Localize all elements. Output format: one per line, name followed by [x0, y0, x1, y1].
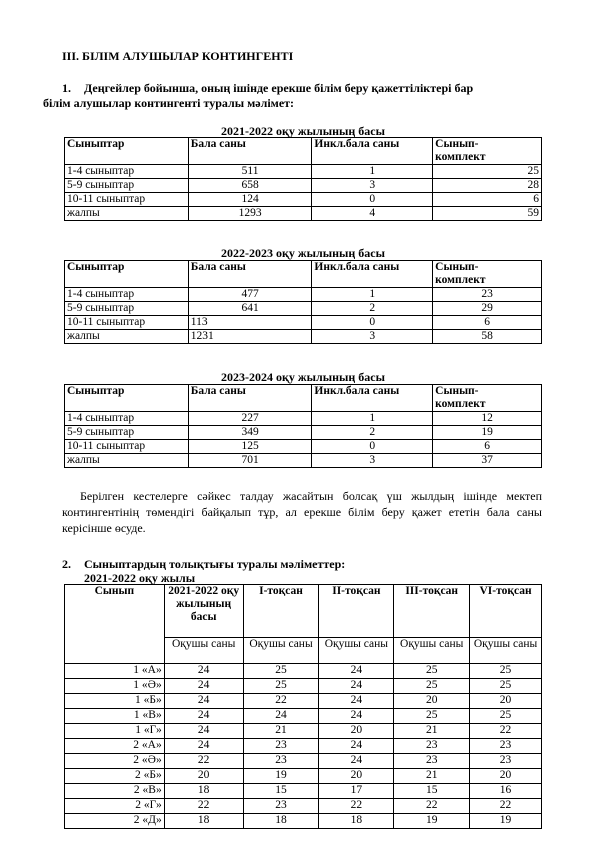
cell-sets: 37 — [433, 454, 542, 468]
item1-line1: Деңгейлер бойынша, оның ішінде ерекше білім беру қажеттіліктері бар — [84, 81, 474, 95]
cell-count: 25 — [470, 664, 542, 679]
table-row — [65, 330, 542, 344]
table-header-row — [65, 385, 542, 412]
cell-count: 20 — [319, 769, 394, 784]
cell-count: 23 — [243, 799, 319, 814]
table-row — [65, 288, 542, 302]
contingent-table-2022 — [64, 260, 542, 344]
header-q3: III-тоқсан — [394, 585, 470, 638]
cell-count: 22 — [470, 799, 542, 814]
cell-count: 24 — [319, 709, 394, 724]
table-row — [65, 179, 542, 193]
cell-class: 2 «Б» — [65, 769, 165, 784]
cell-count: 16 — [470, 784, 542, 799]
table2-caption: 2022-2023 оқу жылының басы — [221, 246, 385, 260]
cell-count: 18 — [164, 784, 243, 799]
cell-count: 25 — [394, 664, 470, 679]
table-row — [65, 679, 542, 694]
cell-incl: 0 — [312, 193, 433, 207]
cell-count: 21 — [394, 724, 470, 739]
header-classes: Сыныптар — [65, 138, 189, 165]
cell-count: 477 — [188, 288, 312, 302]
header-inclusive-count: Инкл.бала саны — [312, 385, 433, 412]
table-subheader-row — [65, 637, 542, 664]
cell-incl: 2 — [312, 302, 433, 316]
header-class-sets: Сынып- комплект — [433, 261, 542, 288]
cell-count: 19 — [394, 814, 470, 829]
header-q1: I-тоқсан — [243, 585, 319, 638]
header-q4: VI-тоқсан — [470, 585, 542, 638]
table-row — [65, 724, 542, 739]
item2-number: 2. — [62, 557, 71, 571]
subheader-students: Оқушы саны — [470, 637, 542, 664]
item2-subtitle: 2021-2022 оқу жылы — [84, 571, 196, 585]
cell-count: 23 — [243, 739, 319, 754]
cell-count: 24 — [319, 739, 394, 754]
cell-count: 24 — [164, 694, 243, 709]
subheader-students: Оқушы саны — [164, 637, 243, 664]
cell-count: 24 — [243, 709, 319, 724]
cell-count: 18 — [319, 814, 394, 829]
item2-title: Сыныптардың толықтығы туралы мәліметтер: — [84, 557, 346, 571]
table3-caption: 2023-2024 оқу жылының басы — [221, 370, 385, 384]
cell-class: 2 «Г» — [65, 799, 165, 814]
header-children-count: Бала саны — [188, 385, 312, 412]
cell-class: 1 «Б» — [65, 694, 165, 709]
table-row — [65, 664, 542, 679]
cell-class: 2 «Ә» — [65, 754, 165, 769]
cell-class: 2 «В» — [65, 784, 165, 799]
cell-class: 1 «В» — [65, 709, 165, 724]
header-year-start: 2021-2022 оқу жылының басы — [164, 585, 243, 638]
cell-count: 24 — [319, 679, 394, 694]
cell-count: 18 — [243, 814, 319, 829]
cell-count: 24 — [164, 739, 243, 754]
header-children-count: Бала саны — [188, 138, 312, 165]
cell-count: 25 — [243, 664, 319, 679]
cell-count: 349 — [188, 426, 312, 440]
table-row — [65, 799, 542, 814]
cell-class: 1 «А» — [65, 664, 165, 679]
table-row — [65, 412, 542, 426]
cell-count: 23 — [470, 754, 542, 769]
cell-count: 24 — [319, 754, 394, 769]
cell-count: 24 — [164, 679, 243, 694]
table-row — [65, 814, 542, 829]
cell-incl: 3 — [312, 179, 433, 193]
table1-caption: 2021-2022 оқу жылының басы — [221, 124, 385, 138]
cell-count: 20 — [164, 769, 243, 784]
cell-class: 1 «Ә» — [65, 679, 165, 694]
cell-count: 23 — [394, 739, 470, 754]
cell-incl: 4 — [312, 207, 433, 221]
table-header-row — [65, 585, 542, 638]
cell-count: 19 — [243, 769, 319, 784]
table-row — [65, 709, 542, 724]
header-class-sets: Сынып- комплект — [433, 385, 542, 412]
table-row — [65, 426, 542, 440]
table-row — [65, 207, 542, 221]
cell-class: 5-9 сыныптар — [65, 426, 189, 440]
cell-count: 20 — [470, 694, 542, 709]
cell-class: 1-4 сыныптар — [65, 412, 189, 426]
cell-sets: 59 — [433, 207, 542, 221]
cell-count: 24 — [319, 694, 394, 709]
cell-count: 23 — [394, 754, 470, 769]
header-class-sets: Сынып- комплект — [433, 138, 542, 165]
table-row — [65, 193, 542, 207]
table-row — [65, 440, 542, 454]
cell-sets: 29 — [433, 302, 542, 316]
header-classes: Сыныптар — [65, 385, 189, 412]
cell-count: 125 — [188, 440, 312, 454]
header-classes: Сыныптар — [65, 261, 189, 288]
table-header-row — [65, 138, 542, 165]
cell-count: 20 — [319, 724, 394, 739]
cell-count: 25 — [394, 679, 470, 694]
cell-class: 2 «А» — [65, 739, 165, 754]
cell-count: 701 — [188, 454, 312, 468]
cell-class: 1-4 сыныптар — [65, 165, 189, 179]
cell-count: 24 — [164, 709, 243, 724]
contingent-table-2021 — [64, 137, 542, 221]
cell-count: 641 — [188, 302, 312, 316]
table-row — [65, 784, 542, 799]
cell-count: 124 — [188, 193, 312, 207]
cell-sets: 25 — [433, 165, 542, 179]
table-row — [65, 694, 542, 709]
cell-count: 21 — [394, 769, 470, 784]
table-row — [65, 769, 542, 784]
header-inclusive-count: Инкл.бала саны — [312, 138, 433, 165]
cell-count: 22 — [243, 694, 319, 709]
cell-class: жалпы — [65, 454, 189, 468]
cell-count: 20 — [394, 694, 470, 709]
cell-count: 1293 — [188, 207, 312, 221]
cell-count: 22 — [164, 799, 243, 814]
cell-sets: 28 — [433, 179, 542, 193]
subheader-students: Оқушы саны — [243, 637, 319, 664]
cell-count: 23 — [243, 754, 319, 769]
cell-count: 22 — [394, 799, 470, 814]
cell-count: 227 — [188, 412, 312, 426]
cell-class: 10-11 сыныптар — [65, 316, 189, 330]
item1-number: 1. — [62, 81, 71, 95]
cell-class: 2 «Д» — [65, 814, 165, 829]
table-row — [65, 739, 542, 754]
cell-count: 15 — [243, 784, 319, 799]
cell-incl: 0 — [312, 440, 433, 454]
cell-count: 20 — [470, 769, 542, 784]
cell-count: 24 — [319, 664, 394, 679]
cell-class: 10-11 сыныптар — [65, 440, 189, 454]
header-q2: II-тоқсан — [319, 585, 394, 638]
cell-count: 25 — [243, 679, 319, 694]
cell-count: 658 — [188, 179, 312, 193]
cell-sets: 6 — [433, 193, 542, 207]
cell-count: 21 — [243, 724, 319, 739]
cell-count: 22 — [470, 724, 542, 739]
cell-sets: 6 — [433, 440, 542, 454]
cell-count: 15 — [394, 784, 470, 799]
table-row — [65, 302, 542, 316]
header-inclusive-count: Инкл.бала саны — [312, 261, 433, 288]
header-class-blank — [65, 637, 165, 664]
cell-incl: 1 — [312, 288, 433, 302]
header-children-count: Бала саны — [188, 261, 312, 288]
table-row — [65, 754, 542, 769]
cell-incl: 0 — [312, 316, 433, 330]
cell-count: 25 — [470, 679, 542, 694]
cell-count: 22 — [164, 754, 243, 769]
table-row — [65, 454, 542, 468]
subheader-students: Оқушы саны — [319, 637, 394, 664]
cell-count: 24 — [164, 664, 243, 679]
cell-sets: 19 — [433, 426, 542, 440]
cell-sets: 6 — [433, 316, 542, 330]
cell-count: 25 — [470, 709, 542, 724]
cell-class: 10-11 сыныптар — [65, 193, 189, 207]
cell-count: 113 — [188, 316, 312, 330]
cell-class: жалпы — [65, 207, 189, 221]
cell-incl: 3 — [312, 330, 433, 344]
section-title: III. БІЛІМ АЛУШЫЛАР КОНТИНГЕНТІ — [62, 49, 294, 63]
cell-count: 24 — [164, 724, 243, 739]
cell-count: 511 — [188, 165, 312, 179]
table-header-row — [65, 261, 542, 288]
cell-class: 1 «Г» — [65, 724, 165, 739]
cell-class: жалпы — [65, 330, 189, 344]
cell-count: 18 — [164, 814, 243, 829]
contingent-table-2023 — [64, 384, 542, 468]
cell-incl: 3 — [312, 454, 433, 468]
cell-class: 5-9 сыныптар — [65, 179, 189, 193]
analysis-paragraph: Берілген кестелерге сәйкес талдау жасайтын болсақ үш жылдың ішінде мектеп контингентінің төмендігі байқалып тұр, ал ерекше білім беру қажет ететін бала саны керісінше өсуде. — [62, 489, 542, 535]
cell-count: 25 — [394, 709, 470, 724]
cell-count: 22 — [319, 799, 394, 814]
subheader-students: Оқушы саны — [394, 637, 470, 664]
cell-class: 5-9 сыныптар — [65, 302, 189, 316]
table-row — [65, 165, 542, 179]
cell-count: 23 — [470, 739, 542, 754]
cell-incl: 1 — [312, 412, 433, 426]
cell-sets: 58 — [433, 330, 542, 344]
cell-class: 1-4 сыныптар — [65, 288, 189, 302]
item1-line2: білім алушылар контингенті туралы мәлімет: — [43, 96, 295, 110]
cell-sets: 12 — [433, 412, 542, 426]
cell-count: 1231 — [188, 330, 312, 344]
table-row — [65, 316, 542, 330]
cell-incl: 2 — [312, 426, 433, 440]
cell-sets: 23 — [433, 288, 542, 302]
cell-count: 19 — [470, 814, 542, 829]
cell-incl: 1 — [312, 165, 433, 179]
class-fullness-table — [64, 584, 542, 829]
header-class: Сынып — [65, 585, 165, 638]
cell-count: 17 — [319, 784, 394, 799]
